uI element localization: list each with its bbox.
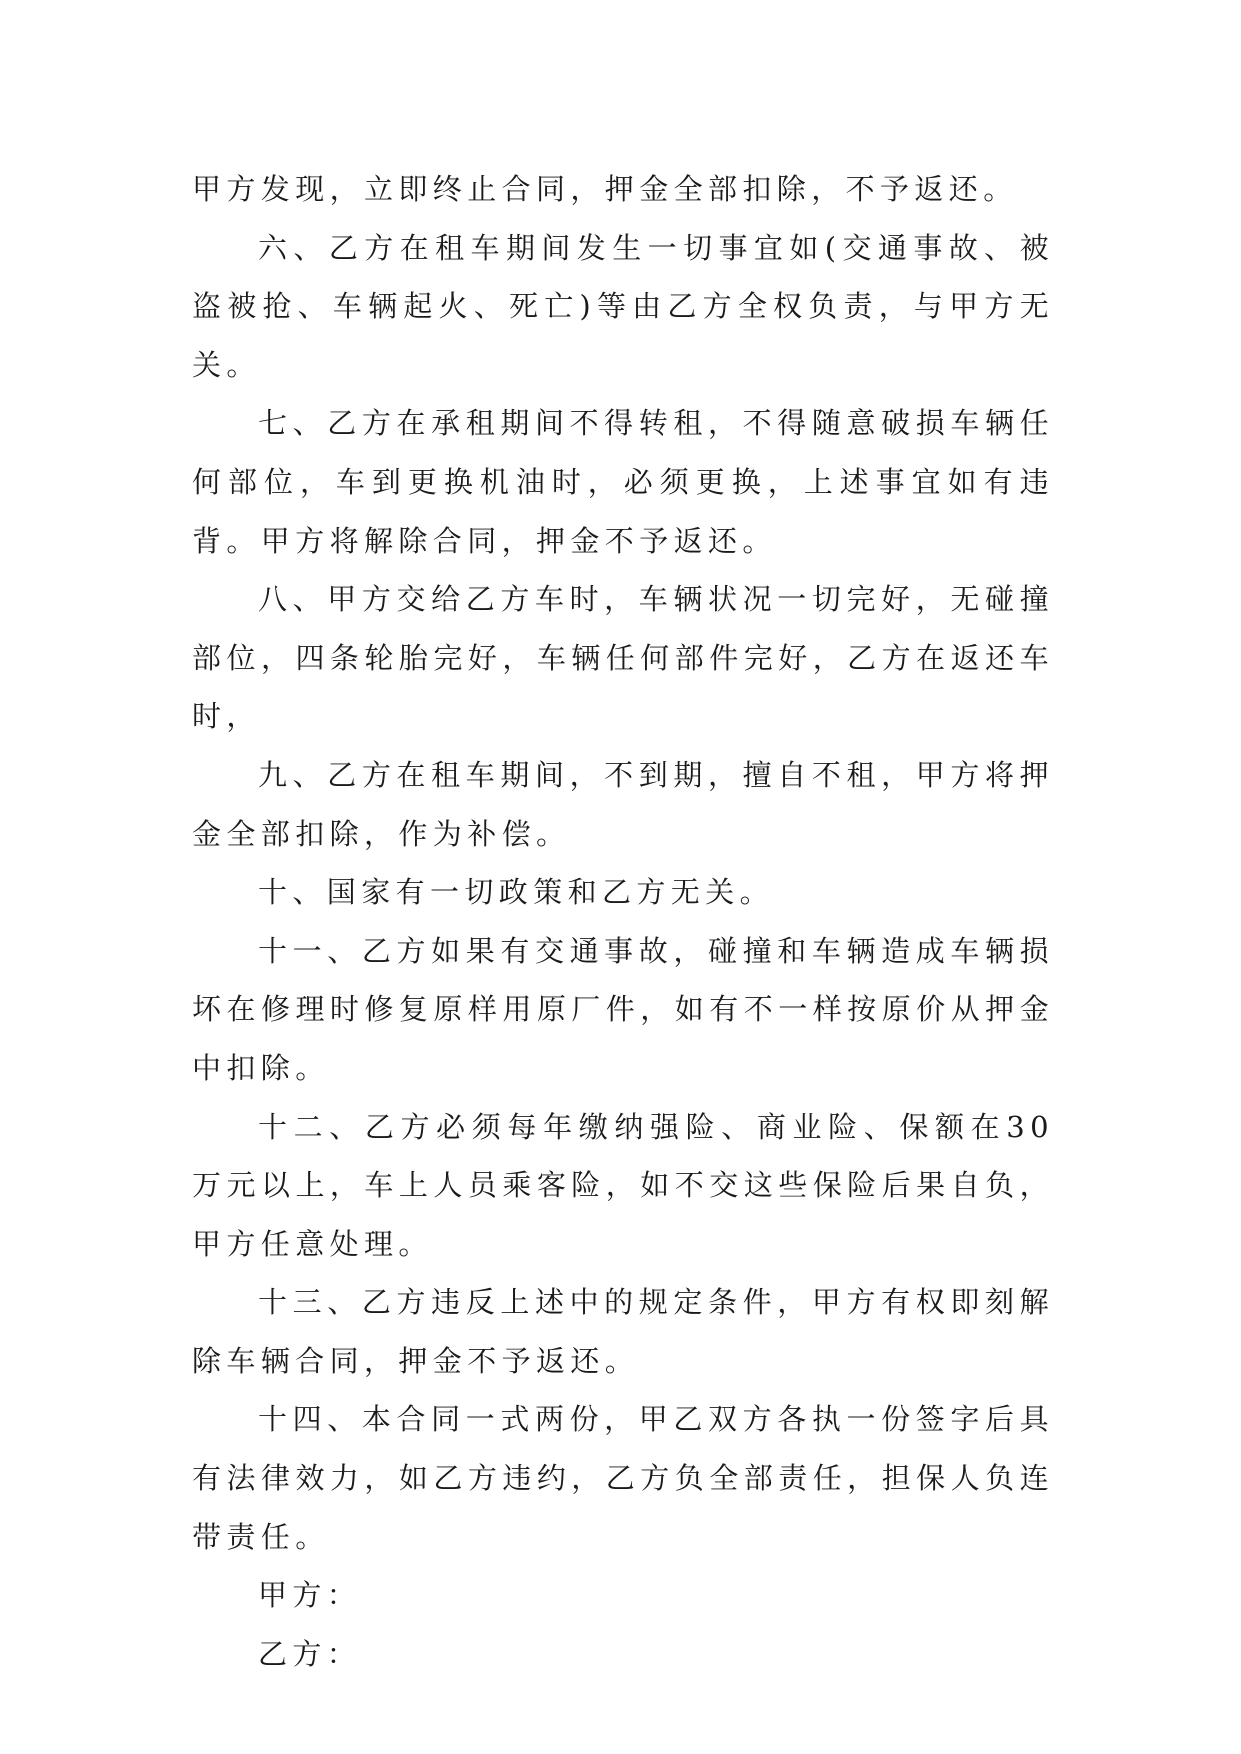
clause-13: 十三、乙方违反上述中的规定条件，甲方有权即刻解除车辆合同，押金不予返还。	[192, 1285, 1054, 1378]
clause-7: 七、乙方在承租期间不得转租，不得随意破损车辆任何部位，车到更换机油时，必须更换，上述事宜如有违背。甲方将解除合同，押金不予返还。	[192, 406, 1054, 558]
clause-10: 十、国家有一切政策和乙方无关。	[258, 875, 775, 910]
clause-14: 十四、本合同一式两份，甲乙双方各执一份签字后具有法律效力，如乙方违约，乙方负全部责任，担保人负连带责任。	[192, 1402, 1054, 1554]
signature-party-b: 乙方：	[258, 1636, 362, 1671]
clause-8: 八、甲方交给乙方车时，车辆状况一切完好，无碰撞部位，四条轮胎完好，车辆任何部件完好，乙方在返还车时，	[192, 582, 1054, 734]
clause-11: 十一、乙方如果有交通事故，碰撞和车辆造成车辆损坏在修理时修复原样用原厂件，如有不一样按原价从押金中扣除。	[192, 933, 1054, 1085]
contract-body	[192, 160, 1054, 1683]
paragraph-continuation: 甲方发现，立即终止合同，押金全部扣除，不予返还。	[192, 172, 1018, 206]
clause-6: 六、乙方在租车期间发生一切事宜如(交通事故、被盗被抢、车辆起火、死亡)等由乙方全权负责，与甲方无关。	[192, 230, 1054, 382]
signature-party-a: 甲方：	[258, 1578, 362, 1613]
clause-12: 十二、乙方必须每年缴纳强险、商业险、保额在30万元以上，车上人员乘客险，如不交这些保险后果自负，甲方任意处理。	[192, 1109, 1054, 1261]
clause-9: 九、乙方在租车期间，不到期，擅自不租，甲方将押金全部扣除，作为补偿。	[192, 757, 1054, 851]
